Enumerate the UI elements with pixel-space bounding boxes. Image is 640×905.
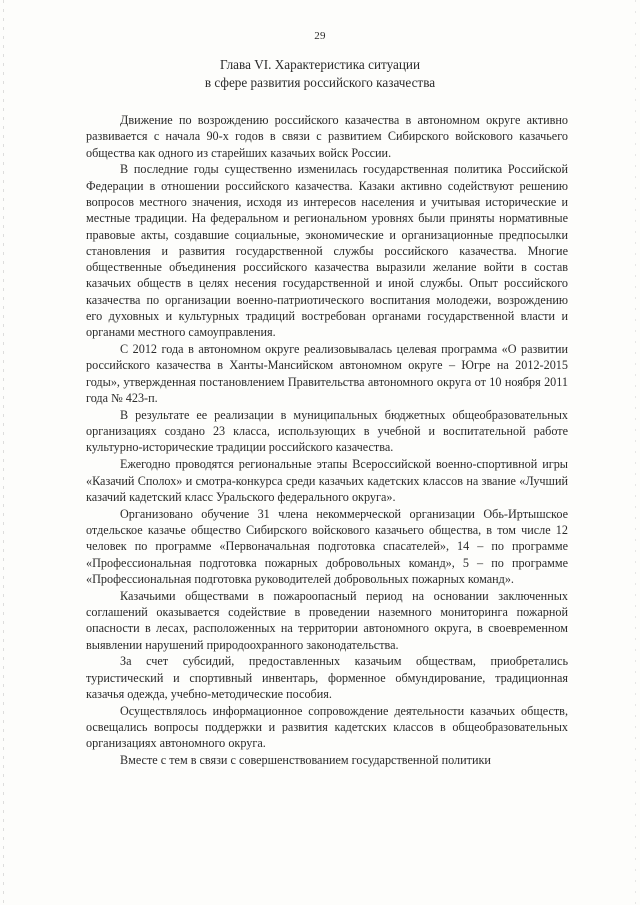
paragraph-9: Осуществлялось информационное сопровождение деятельности казачьих обществ, освещались вопросы поддержки и развития кадетских классов в общеобразовательных организациях автономного округа. [86, 703, 568, 751]
paragraph-3: С 2012 года в автономном округе реализовывалась целевая программа «О развитии российского казачества в Ханты-Мансийском автономном округе – Югре на 2012-2015 годы», утвержденная постановлением Правительства автономного округа от 10 ноября 2011 года № 423-п. [86, 342, 568, 406]
chapter-title-line-1: Глава VI. Характеристика ситуации [219, 57, 421, 72]
scan-edge-left [3, 0, 4, 905]
paragraph-10: Вместе с тем в связи с совершенствованием государственной политики [120, 753, 491, 768]
paragraph-4: В результате ее реализации в муниципальных бюджетных общеобразовательных организациях создано 23 класса, использующих в учебной и воспитательной работе культурно-исторические традиции российского казачества. [86, 407, 568, 455]
paragraph-2: В последние годы существенно изменилась государственная политика Российской Федерации в отношении российского казачества. Казаки активно содействуют решению вопросов местного значения, исходя из интересов населения и учитывая исторические и местные традиции. На федеральном и региональном уровнях были приняты нормативные правовые акты, создавшие социальные, экономические и организационные предпосылки становления и развития государственной службы российского казачества. Многие общественные объединения российского казачества выразили желание войти в состав казачьих обществ в целях несения государственной и иной службы. Опыт российского казачества по организации военно-патриотического воспитания молодежи, возрождению его духовных и культурных традиций востребован органами государственной власти и органами местного самоуправления. [86, 162, 568, 340]
chapter-title [0, 56, 640, 92]
page-number: 29 [314, 30, 326, 42]
chapter-title-line-2: в сфере развития российского казачества [204, 75, 436, 90]
paragraph-7: Казачьими обществами в пожароопасный период на основании заключенных соглашений оказывается содействие в проведении наземного мониторинга пожарной опасности в лесах, расположенных на территории автономного округа, в своевременном выявлении нарушений природоохранного законодательства. [86, 588, 568, 652]
paragraph-1: Движение по возрождению российского казачества в автономном округе активно развивается с начала 90-х годов в связи с развитием Сибирского войскового казачьего общества как одного из старейших казачьих войск России. [86, 113, 568, 160]
scan-edge-right [635, 0, 636, 905]
paragraph-8: За счет субсидий, предоставленных казачьим обществам, приобретались туристический и спортивный инвентарь, форменное обмундирование, традиционная казачья одежда, учебно-методические пособия. [86, 654, 568, 701]
body-text [86, 112, 568, 769]
paragraph-6: Организовано обучение 31 члена некоммерческой организации Обь-Иртышское отдельское казачье общество Сибирского войскового казачьего общества, в том числе 12 человек по программе «Первоначальная подготовка спасателей», 14 – по программе «Профессиональная подготовка пожарных добровольных команд», 5 – по программе «Профессиональная подготовка руководителей добровольных пожарных команд». [86, 506, 568, 586]
paragraph-5: Ежегодно проводятся региональные этапы Всероссийской военно-спортивной игры «Казачий Сполох» и смотра-конкурса среди казачьих кадетских классов на звание «Лучший казачий кадетский класс Уральского федерального округа». [86, 457, 568, 504]
